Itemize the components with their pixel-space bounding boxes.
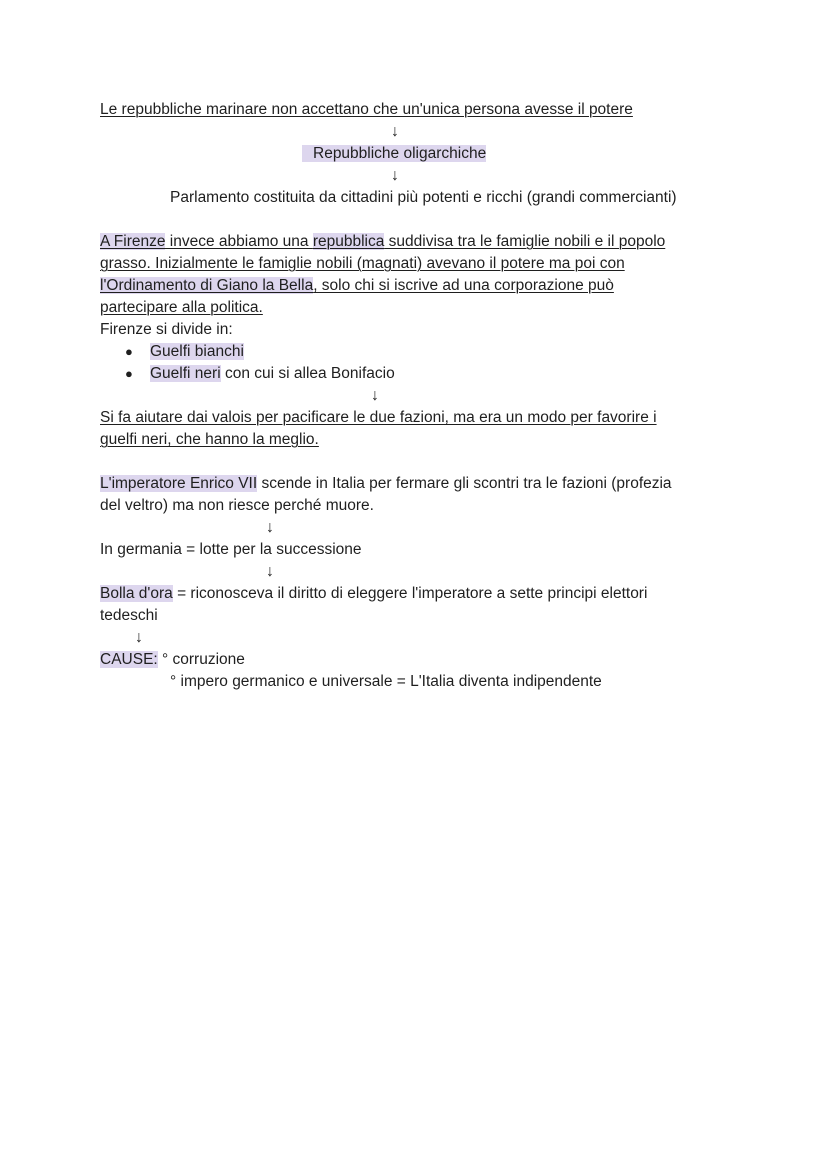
down-arrow-icon: ↓ (371, 387, 379, 404)
valois-line-1: Si fa aiutare dai valois per pacificare le due fazioni, ma era un modo per favorire i (100, 409, 657, 426)
giano-della-bella-highlight: l'Ordinamento di Giano la Bella (100, 277, 314, 294)
maritime-republics-line: Le repubbliche marinare non accettano che un'unica persona avesse il potere (100, 101, 633, 118)
bullet-icon: ● (125, 344, 133, 359)
list-item-guelfi-neri (150, 363, 395, 385)
bolla-line-2: tedeschi (100, 607, 158, 624)
text-span: con cui si allea Bonifacio (220, 365, 395, 382)
down-arrow-icon: ↓ (266, 519, 274, 536)
oligarchic-republics-line (302, 143, 486, 165)
cause-line-2: ° impero germanico e universale = L'Italia diventa indipendente (170, 673, 602, 690)
guelfi-bianchi-highlight: Guelfi bianchi (150, 343, 244, 360)
text-span: ° corruzione (157, 651, 245, 668)
enrico-line-1 (100, 473, 672, 495)
bolla-doro-highlight: Bolla d'ora (100, 585, 173, 602)
text-span: invece abbiamo una (165, 233, 313, 250)
text-span: = riconosceva il diritto di eleggere l'imperatore a sette principi elettori (172, 585, 648, 602)
germany-line: In germania = lotte per la successione (100, 541, 362, 558)
text-span: suddivisa tra le famiglie nobili e il popolo (384, 233, 666, 250)
florence-paragraph-line-1 (100, 231, 665, 253)
enrico-vii-highlight: L'imperatore Enrico VII (100, 475, 258, 492)
bullet-icon: ● (125, 366, 133, 381)
text-span: scende in Italia per fermare gli scontri tra le fazioni (profezia (257, 475, 672, 492)
cause-line-1 (100, 649, 245, 671)
florence-paragraph-line-4: partecipare alla politica. (100, 299, 263, 316)
text-span: , solo chi si iscrive ad una corporazione può (313, 277, 614, 294)
valois-line-2: guelfi neri, che hanno la meglio. (100, 431, 319, 448)
enrico-line-2: del veltro) ma non riesce perché muore. (100, 497, 374, 514)
down-arrow-icon: ↓ (391, 123, 399, 140)
florence-paragraph-line-2: grasso. Inizialmente le famiglie nobili (magnati) avevano il potere ma poi con (100, 255, 625, 272)
down-arrow-icon: ↓ (135, 629, 143, 646)
down-arrow-icon: ↓ (266, 563, 274, 580)
florence-paragraph-line-3 (100, 275, 614, 297)
florence-divides-line: Firenze si divide in: (100, 321, 233, 338)
parliament-line: Parlamento costituita da cittadini più potenti e ricchi (grandi commercianti) (170, 189, 677, 206)
down-arrow-icon: ↓ (391, 167, 399, 184)
florence-highlight: A Firenze (100, 233, 166, 250)
bolla-line-1 (100, 583, 647, 605)
republic-highlight: repubblica (312, 233, 385, 250)
oligarchic-republics-highlight: Repubbliche oligarchiche (302, 145, 486, 162)
cause-highlight: CAUSE: (100, 651, 158, 668)
guelfi-neri-highlight: Guelfi neri (150, 365, 221, 382)
list-item-guelfi-bianchi (150, 341, 244, 363)
